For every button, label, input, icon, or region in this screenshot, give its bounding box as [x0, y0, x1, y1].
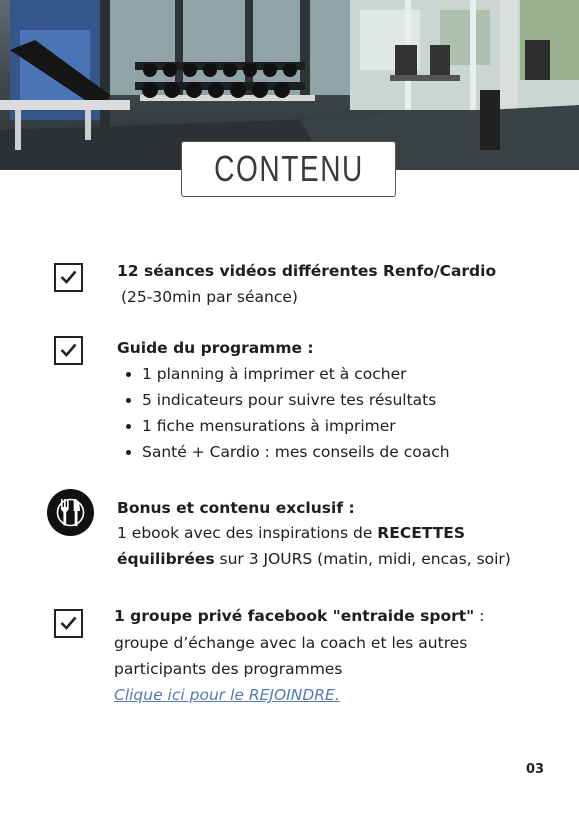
checkbox-icon [54, 336, 83, 365]
item-title: Bonus et contenu exclusif : [117, 499, 355, 517]
highlight-text: équilibrées [117, 550, 215, 568]
item-line [117, 546, 511, 572]
list-item: • 1 planning à imprimer et à cocher [142, 361, 450, 387]
title-box [181, 141, 396, 197]
item-title: 12 séances vidéos différentes Renfo/Cardio [117, 262, 497, 280]
guide-bullet-list [117, 361, 450, 465]
highlight-text: RECETTES [377, 524, 466, 542]
item-text: 1 ebook avec des inspirations de [117, 524, 378, 542]
list-item: • Santé + Cardio : mes conseils de coach [142, 439, 450, 465]
join-group-link[interactable]: Clique ici pour le REJOINDRE. [114, 686, 340, 704]
fork-knife-icon [47, 489, 94, 536]
item-detail: (25-30min par séance) [121, 288, 298, 306]
item-text: sur 3 JOURS (matin, midi, encas, soir) [214, 550, 511, 568]
item-title: 1 groupe privé facebook "entraide sport" [114, 607, 475, 625]
list-item: • 5 indicateurs pour suivre tes résultats [142, 387, 450, 413]
item-line [117, 520, 465, 546]
item-title-line [114, 603, 484, 629]
checkbox-icon [54, 609, 83, 638]
item-title-suffix: : [474, 607, 485, 625]
item-text: participants des programmes [114, 660, 343, 678]
list-item: • 1 fiche mensurations à imprimer [142, 413, 450, 439]
page-title: CONTENU [213, 148, 364, 189]
item-title: Guide du programme : [117, 339, 314, 357]
checkbox-icon [54, 263, 83, 292]
item-text: groupe d’échange avec la coach et les autres [114, 634, 468, 652]
page-number: 03 [526, 762, 545, 777]
